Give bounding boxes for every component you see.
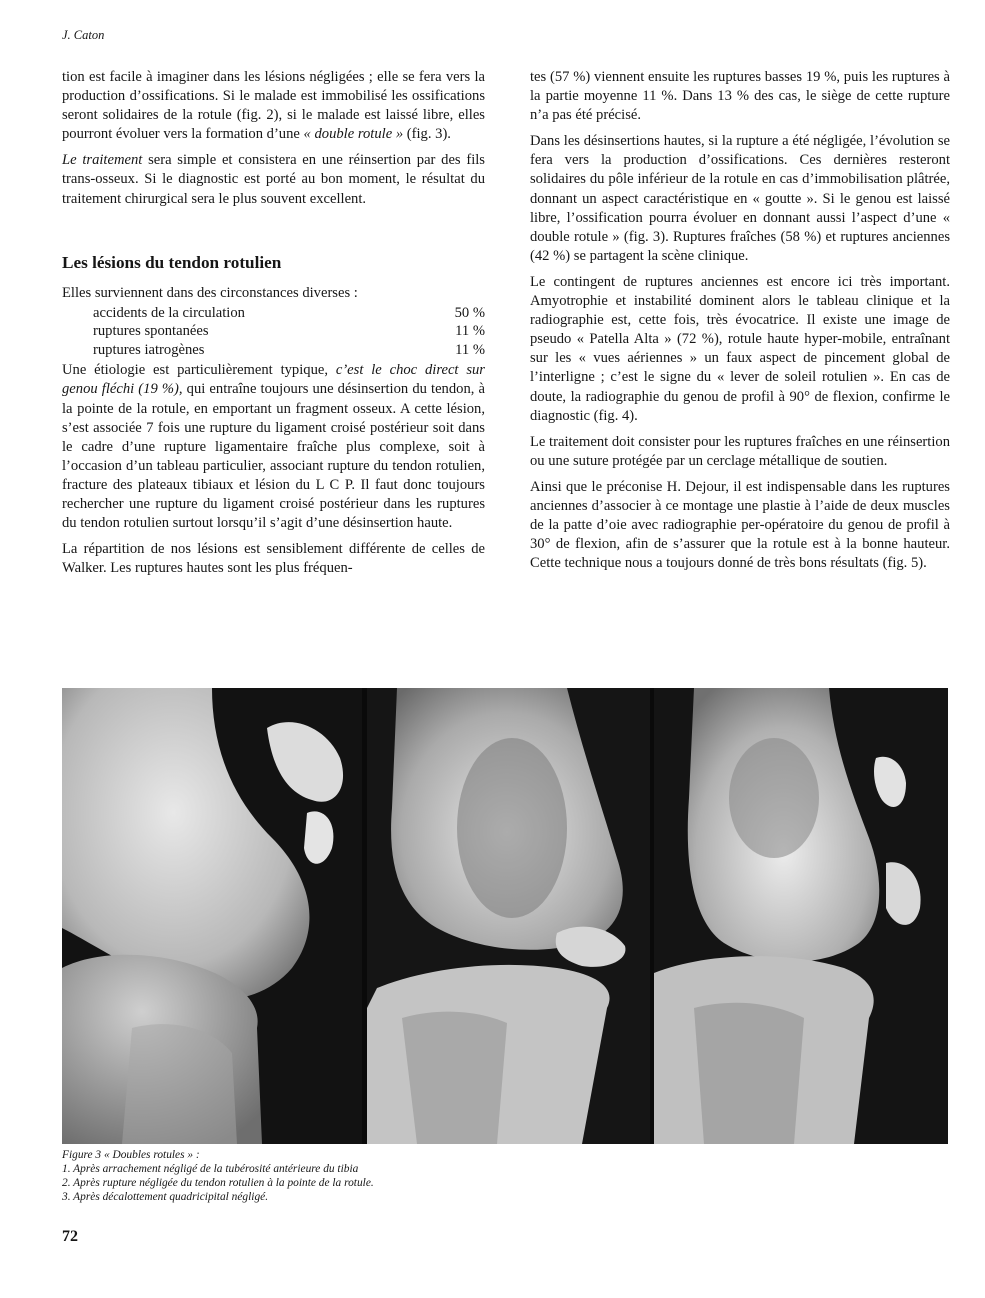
running-header-author: J. Caton [62,28,105,42]
page-number: 72 [62,1228,78,1245]
paragraph: Le contingent de ruptures anciennes est encore ici très important. Amyotrophie et instabilité dominent alors le tableau clinique et la radiographie est, cette fois, très évocatrice. Il existe une image de pseudo « Patella Alta » (72 %), rotule haute hyper-mobile, entraînant sur les « vues aériennes » un faux aspect de pincement global de l’interligne ; c’est le signe du « lever de soleil rotulien ». En cas de doute, la radiographie du genou de profil à 90° de flexion, confirme le diagnostic (fig. 4). [530,273,950,424]
paragraph: La répartition de nos lésions est sensiblement différente de celles de Walker. Les ruptures hautes sont les plus fréquen- [62,541,485,577]
emphasis-text: Le traitement [62,152,143,169]
paragraph [62,68,485,144]
emphasis-text: « double rotule » [303,126,404,143]
paragraph-text: tion est facile à imaginer dans les lésions négligées ; elle se fera vers la production d’ossifications. Si le malade est immobilisé les ossifications seront solidaires de la rotule (fig. 2), si le malade est laissé libre, elles pourront évoluer vers la formation d’une [62,69,485,143]
paragraph: Le traitement doit consister pour les ruptures fraîches en une réinsertion ou une suture protégée par un cerclage métallique de soutien. [530,433,950,469]
figure-caption [62,1148,374,1204]
radiograph-panel-1 [62,688,362,1144]
list-item [62,341,485,360]
paragraph: Ainsi que le préconise H. Dejour, il est indispensable dans les ruptures anciennes d’associer à ce montage une plastie à l’aide de deux muscles de la patte d’oie avec radiographie per-opératoire du genou de profil à 30° de flexion, afin de s’assurer que la rotule est à la bonne hauteur. Cette technique nous a toujours donné de très bons résultats (fig. 5). [530,478,950,572]
paragraph: Elles surviennent dans des circonstances diverses : [62,284,358,301]
caption-item: 1. Après arrachement négligé de la tubérosité antérieure du tibia [62,1163,359,1175]
etiology-list [62,304,485,360]
list-item-label: ruptures iatrogènes [93,341,205,358]
paragraph-text: sera simple et consistera en une réinsertion par des fils trans-osseux. Si le diagnostic est porté au bon moment, le résultat du traitement chirurgical sera le plus souvent excellent. [62,152,485,207]
list-item [62,322,485,341]
list-item-label: ruptures spontanées [93,323,209,340]
left-text-column [62,68,485,585]
paragraph-text: Une étiologie est particulièrement typique, [62,362,336,379]
radiograph-panel-2 [367,688,650,1144]
right-text-column [530,68,950,580]
list-item-value: 11 % [455,341,485,358]
caption-item: 3. Après décalottement quadricipital négligé. [62,1191,269,1203]
paragraph: Dans les désinsertions hautes, si la rupture a été négligée, l’évolution se fera vers la production d’ossifications. Ces dernières resteront solidaires du pôle inférieur de la rotule en cas d’immobilisation plâtrée, donnant un aspect caractéristique en « goutte ». Si le genou est laissé libre, l’ossification pourra évoluer en donnant aussi l’aspect d’une « double rotule » (fig. 3). Ruptures fraîches (58 %) et ruptures anciennes (42 %) se partagent la scène clinique. [530,133,950,264]
paragraph-text: (fig. 3). [403,126,451,143]
list-item-value: 11 % [455,323,485,340]
paragraph-text: qui entraîne toujours une désinsertion du tendon, à la pointe de la rotule, en emportant un fragment osseux. A cette lésion, s’est associée 7 fois une rupture du ligament croisé postérieur soit dans le cadre d’une rupture ligamentaire fraîche plus complexe, soit à l’occasion d’un tableau particulier, associant rupture du tendon rotulien, fracture des plateaux tibiaux et lésion du L C P. Il faut donc toujours rechercher une rupture du ligament croisé postérieur dans les ruptures du tendon rotulien surtout lorsqu’il s’agit d’une désinsertion haute. [62,381,485,532]
paragraph [62,361,485,533]
emphasis-text: c’est le choc direct sur genou fléchi (19 %), [62,362,485,398]
figure-3-radiographs [62,688,948,1144]
paragraph [62,151,485,208]
caption-item: 2. Après rupture négligée du tendon rotulien à la pointe de la rotule. [62,1177,374,1189]
paragraph: tes (57 %) viennent ensuite les ruptures basses 19 %, puis les ruptures à la partie moyenne 11 %. Dans 13 % des cas, le siège de cette rupture n’a pas été précisé. [530,69,950,124]
list-item-label: accidents de la circulation [93,304,245,321]
caption-title: Figure 3 « Doubles rotules » : [62,1149,200,1161]
radiograph-panel-3 [654,688,948,1144]
list-item [62,304,485,323]
section-heading: Les lésions du tendon rotulien [62,252,282,272]
list-item-value: 50 % [454,304,485,321]
